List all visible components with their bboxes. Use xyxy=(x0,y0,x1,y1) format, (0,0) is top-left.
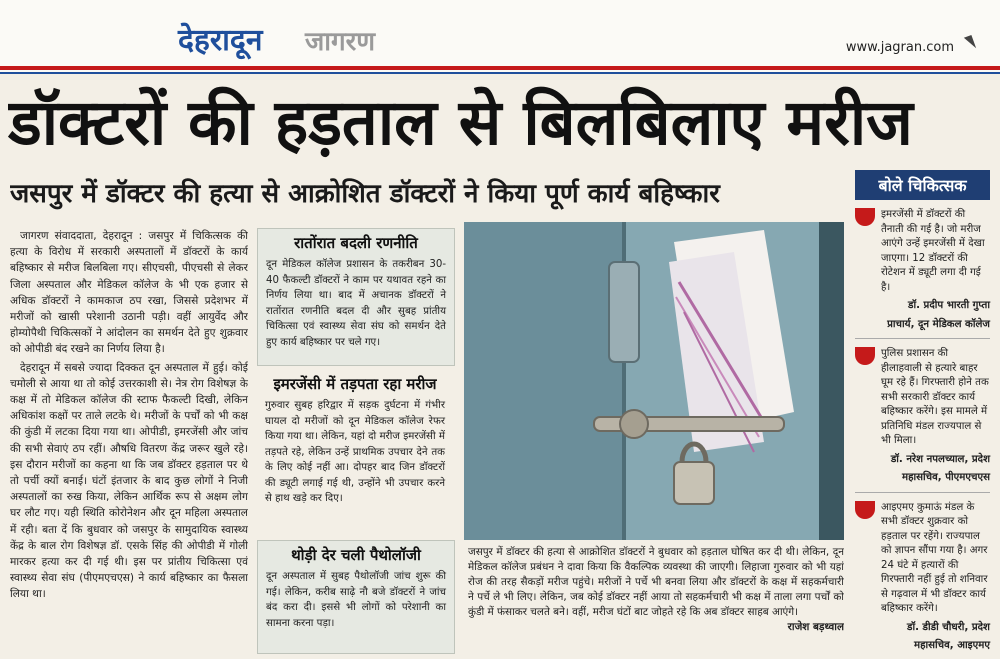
quote-name: डॉ. प्रदीप भारती गुप्ता xyxy=(908,300,990,311)
masthead-city: देहरादून xyxy=(178,23,263,58)
sidebox-body: गुरुवार सुबह हरिद्वार में सड़क दुर्घटना में गंभीर घायल दो मरीजों को दून मेडिकल कॉलेज रेफर किया गया था। लेकिन, यहां दो मरीज इमरजेंसी में तड़पते रहे, लेकिन उन्हें प्राथमिक उपचार देने तक के लिए कोई नहीं आ। दोपहर बाद जिन डॉक्टरों की ड्यूटी लगाई गई थी, उन्होंने भी उपचार करने से हाथ खड़े कर दिए। xyxy=(265,400,445,504)
quote-name: डॉ. डीडी चौधरी, प्रदेश xyxy=(907,621,990,633)
quote-item xyxy=(855,347,990,493)
story-paragraph: जागरण संवाददाता, देहरादून : जसपुर में चिकित्सक की हत्या के विरोध में सरकारी अस्पतालों में डॉक्टरों के कार्य बहिष्कार से मरीज बिलबिला गए। सीएचसी, पीएचसी से लेकर जिला अस्पताल और मेडिकल कॉलेज के भी एक हजार से अधिक डॉक्टरों ने कामकाज ठप रखा, जिससे प्रदेशभर में मरीजों को खासी परेशानी उठानी पड़ी। वहीं आयुर्वेद और होम्योपैथी चिकित्सकों ने आंदोलन का समर्थन देते हुए शुक्रवार को ओपीडी बंद रखने का निर्णय लिया है। xyxy=(10,230,248,356)
main-story xyxy=(10,228,248,653)
quote-text: आइएमए कुमाऊं मंडल के सभी डॉक्टर शुक्रवार को हड़ताल पर रहेंगे। राज्यपाल को ज्ञापन सौंपा गया है। अगर 24 घंटे में हत्यारों की गिरफ्तारी नहीं हुई तो शनिवार से गढ़वाल में भी डॉक्टर कार्य बहिष्कार करेंगे। xyxy=(881,501,988,614)
sidebox-strategy xyxy=(257,228,455,366)
quote-text: इमरजेंसी में डॉक्टरों की तैनाती की गई है। जो मरीज आएंगे उन्हें इमरजेंसी में देखा जाएगा। 12 डॉक्टरों की रोटेशन में ड्यूटी लगा दी गई है। xyxy=(881,209,985,293)
sidebox-title: इमरजेंसी में तड़पता रहा मरीज xyxy=(273,375,437,393)
photo-credit: राजेश बड़थ्वाल xyxy=(787,621,844,633)
quote-divider xyxy=(855,338,990,339)
sidebar-doctors-speak xyxy=(855,170,990,654)
masthead-url[interactable]: www.jagran.com xyxy=(845,40,954,55)
caption-text: जसपुर में डॉक्टर की हत्या से आक्रोशित डॉक्टरों ने बुधवार को हड़ताल घोषित कर दी थी। लेकिन, दून मेडिकल कॉलेज प्रबंधन ने दावा किया कि वैकल्पिक व्यवस्था की जाएगी। लिहाजा गुरुवार को भी यहां रोज की तरह सैकड़ों मरीज पहुंचे। मरीजों ने पर्चे भी बनवा लिया और डॉक्टरों के कक्ष में सहकर्मचारी ने पर्चे ले भी लिए। लेकिन, जब कोई डॉक्टर नहीं आया तो सहकर्मचारी भी कक्ष में ताला लगा पर्चों को कुंडी में फंसाकर चलते बने। वहीं, मरीज घंटों बाट जोहते रहे कि अब डॉक्टर साहब आएंगे। xyxy=(468,546,844,618)
subhead: जसपुर में डॉक्टर की हत्या से आक्रोशित डॉक्टरों ने किया पूर्ण कार्य बहिष्कार xyxy=(10,179,720,209)
headline: डॉक्टरों की हड़ताल से बिलबिलाए मरीज xyxy=(8,86,913,159)
quote-role: प्राचार्य, दून मेडिकल कॉलेज xyxy=(887,318,990,330)
quote-text: पुलिस प्रशासन की हीलाहवाली से हत्यारे बाहर घूम रहे हैं। गिरफ्तारी होने तक सभी सरकारी डॉक्टर कार्य बहिष्कार करेंगे। इस मामले में प्रतिनिधि मंडल राज्यपाल से भी मिला। xyxy=(881,348,989,446)
quote-divider xyxy=(855,492,990,493)
cursor-icon xyxy=(964,35,976,51)
sidebar-title: बोले चिकित्सक xyxy=(855,170,990,200)
quote-role: महासचिव, पीएमएचएस xyxy=(902,472,990,483)
masthead-rule-secondary xyxy=(0,72,1000,74)
sidebox-title: थोड़ी देर चली पैथोलॉजी xyxy=(291,546,421,564)
masthead-rule xyxy=(0,66,1000,70)
sidebox-emergency xyxy=(257,370,453,530)
sidebox-pathology xyxy=(257,540,455,654)
masthead xyxy=(0,0,1000,72)
photo-caption xyxy=(468,545,844,650)
sidebox-title: रातोंरात बदली रणनीति xyxy=(294,234,418,252)
quote-role: महासचिव, आइएमए xyxy=(914,640,990,651)
quote-name: डॉ. नरेश नपलच्याल, प्रदेश xyxy=(890,453,990,465)
quote-item xyxy=(855,501,990,654)
story-paragraph: देहरादून में सबसे ज्यादा दिक्कत दून अस्पताल में हुई। कोई चमोली से आया था तो कोई उत्तरकाशी से। नेत्र रोग विशेषज्ञ के कक्ष में तो मेडिकल कॉलेज की स्टाफ फैकल्टी दिखी, लेकिन अधिकांश कक्षों पर ताले लटके थे। मरीजों के पर्चों को भी कक्ष की कुंडी में लटका दिया गया था। ओपीडी, इमरजेंसी और जांच की सभी सेवाएं ठप रहीं। औषधि वितरण केंद्र जरूर खुले रहे। इस दौरान मरीजों का कहना था कि जब डॉक्टर हड़ताल पर थे तो पर्ची क्यों बनाई। घंटों इंतजार के बाद कुछ लोगों ने निजी अस्पतालों का रुख किया, लेकिन आर्थिक रूप से अक्षम लोग घर लौट गए। यही स्थिति कोरोनेशन और दून महिला अस्पताल में रही। बता दें कि बुधवार को जसपुर के सामुदायिक स्वास्थ्य केंद्र के बाल रोग विशेषज्ञ डॉ. एसके सिंह की ओपीडी में गोली मारकर हत्या कर दी गई थी। इस पर प्रांतीय चिकित्सा एवं स्वास्थ्य सेवा संघ (पीएमएचएस) ने कार्य बहिष्कार का फैसला लिया था। xyxy=(10,361,248,601)
sidebox-body: दून अस्पताल में सुबह पैथोलॉजी जांच शुरू की गई। लेकिन, करीब साढ़े नौ बजे डॉक्टरों ने जांच बंद करा दी। इससे भी लोगों को परेशानी का सामना करना पड़ा। xyxy=(266,571,446,629)
quote-item xyxy=(855,208,990,339)
news-photo xyxy=(464,222,844,540)
locked-door-image xyxy=(464,222,844,540)
masthead-brand: जागरण xyxy=(305,27,376,57)
sidebox-body: दून मेडिकल कॉलेज प्रशासन के तकरीबन 30-40 फैकल्टी डॉक्टरों ने काम पर यथावत रहने का निर्णय लिया था। बाद में अचानक डॉक्टरों ने रातोंरात रणनीति बदल दी और सुबह प्रांतीय चिकित्सा एवं स्वास्थ्य सेवा संघ को समर्थन देते हुए कार्य बहिष्कार पर चले गए। xyxy=(266,259,446,348)
quote-icon xyxy=(855,501,875,519)
